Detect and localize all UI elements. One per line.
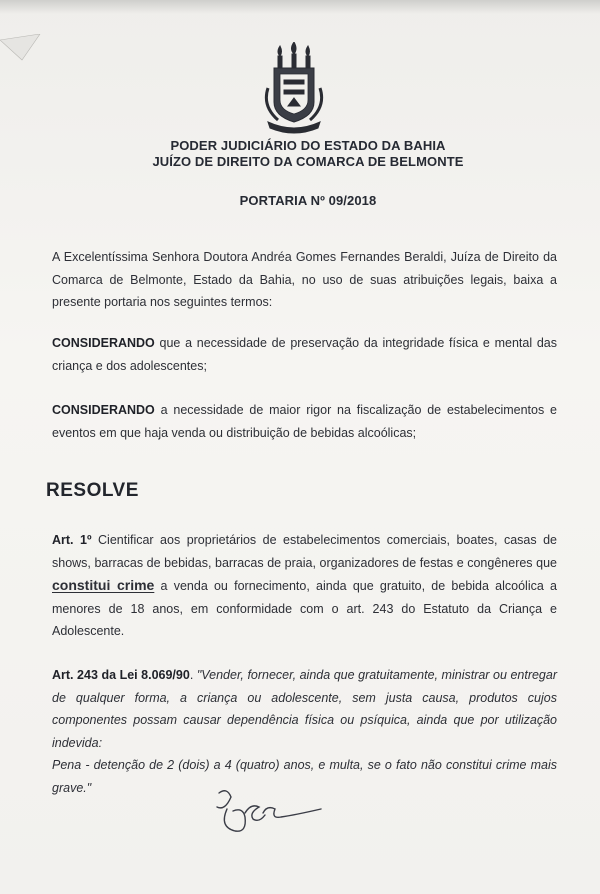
handwritten-signature (205, 783, 325, 835)
article-1-text-end: a venda ou fornecimento, ainda que gratuito, de bebida alcoólica a menores de 18 anos, em conformidade com o art. 243 do Estatuto da Criança e Adolescente. (52, 579, 557, 638)
article-243-quote: "Vender, fornecer, ainda que gratuitamente, ministrar ou entregar de qualquer forma, a criança ou adolescente, sem justa causa, produtos cujos componentes possam causar dependência física ou psíquica, ainda que por utilização indevida: (52, 668, 557, 750)
considerando-label: CONSIDERANDO (52, 403, 155, 417)
court-header-line1: PODER JUDICIÁRIO DO ESTADO DA BAHIA (170, 138, 446, 153)
coat-of-arms-icon (262, 42, 326, 134)
crime-emphasis: constitui crime (52, 577, 155, 593)
considerando-paragraph-2 (52, 399, 557, 444)
article-1-text-start: Cientificar aos proprietários de estabelecimentos comerciais, boates, casas de shows, barracas de bebidas, barracas de praia, organizadores de festas e congêneres que (52, 533, 557, 570)
considerando-text: a necessidade de maior rigor na fiscalização de estabelecimentos e eventos em que haja venda ou distribuição de bebidas alcoólicas; (52, 403, 557, 440)
intro-paragraph: A Excelentíssima Senhora Doutora Andréa Gomes Fernandes Beraldi, Juíza de Direito da Comarca de Belmonte, Estado da Bahia, no uso de suas atribuições legais, baixa a presente portaria nos seguintes termos: (52, 250, 557, 309)
resolve-heading: RESOLVE (46, 480, 139, 501)
considerando-label: CONSIDERANDO (52, 336, 155, 350)
page-edge-shadow (0, 0, 600, 14)
article-1-paragraph (52, 529, 557, 643)
article-1-label: Art. 1º (52, 533, 92, 547)
court-header-line2: JUÍZO DE DIREITO DA COMARCA DE BELMONTE (152, 154, 464, 169)
article-243-label: Art. 243 da Lei 8.069/90 (52, 668, 190, 682)
article-243-separator: . (189, 668, 197, 682)
paper-fold-mark (0, 34, 60, 64)
article-243-penalty: Pena - detenção de 2 (dois) a 4 (quatro) anos, e multa, se o fato não constitui crime mais grave." (52, 758, 557, 795)
portaria-title: PORTARIA Nº 09/2018 (239, 193, 377, 208)
article-243-paragraph (52, 664, 557, 799)
considerando-text: que a necessidade de preservação da integridade física e mental das criança e dos adolescentes; (52, 336, 557, 373)
considerando-paragraph-1 (52, 332, 557, 377)
